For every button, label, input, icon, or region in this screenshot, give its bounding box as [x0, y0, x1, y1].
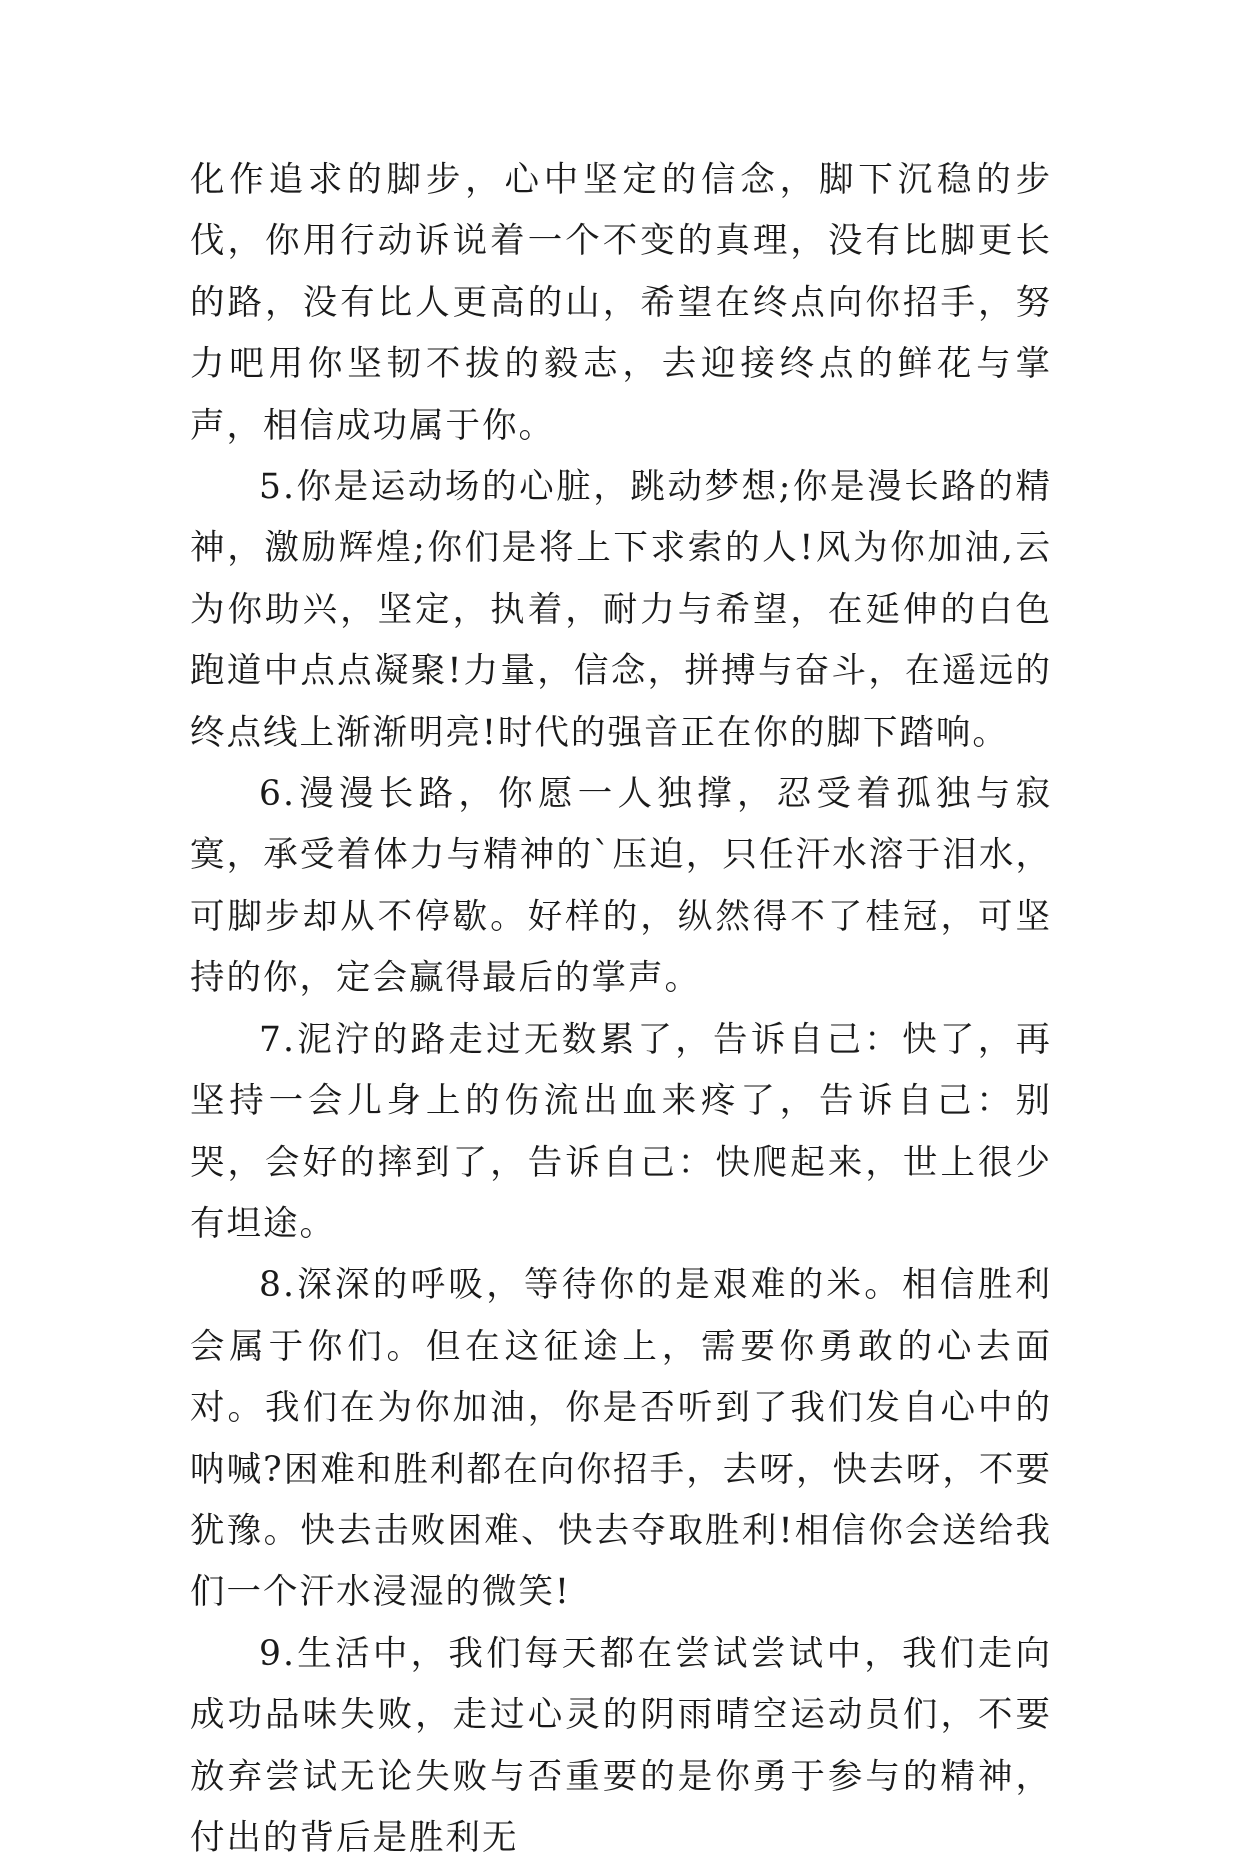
paragraph-item-5: 5.你是运动场的心脏，跳动梦想;你是漫长路的精神，激励辉煌;你们是将上下求索的人!风为你加油,云为你助兴，坚定，执着，耐力与希望，在延伸的白色跑道中点点凝聚!力量，信念，拼搏与奋斗，在遥远的终点线上渐渐明亮!时代的强音正在你的脚下踏响。 — [190, 467, 1052, 753]
paragraph-item-8: 8.深深的呼吸，等待你的是艰难的米。相信胜利会属于你们。但在这征途上，需要你勇敢的心去面对。我们在为你加油，你是否听到了我们发自心中的呐喊?困难和胜利都在向你招手，去呀，快去呀，不要犹豫。快去击败困难、快去夺取胜利!相信你会送给我们一个汗水浸湿的微笑! — [190, 1265, 1052, 1613]
paragraph-item-6: 6.漫漫长路，你愿一人独撑，忍受着孤独与寂寞，承受着体力与精神的`压迫，只任汗水溶于泪水，可脚步却从不停歇。好样的，纵然得不了桂冠，可坚持的你，定会赢得最后的掌声。 — [190, 774, 1052, 999]
document-body — [190, 150, 1052, 1869]
paragraph-continuation: 化作追求的脚步，心中坚定的信念，脚下沉稳的步伐，你用行动诉说着一个不变的真理，没有比脚更长的路，没有比人更高的山，希望在终点向你招手，努力吧用你坚韧不拔的毅志，去迎接终点的鲜花与掌声，相信成功属于你。 — [190, 160, 1052, 446]
paragraph-item-9: 9.生活中，我们每天都在尝试尝试中，我们走向成功品味失败，走过心灵的阴雨晴空运动员们，不要放弃尝试无论失败与否重要的是你勇于参与的精神，付出的背后是胜利无 — [190, 1633, 1052, 1858]
paragraph-item-7: 7.泥泞的路走过无数累了，告诉自己：快了，再坚持一会儿身上的伤流出血来疼了，告诉自己：别哭，会好的摔到了，告诉自己：快爬起来，世上很少有坦途。 — [190, 1019, 1052, 1244]
